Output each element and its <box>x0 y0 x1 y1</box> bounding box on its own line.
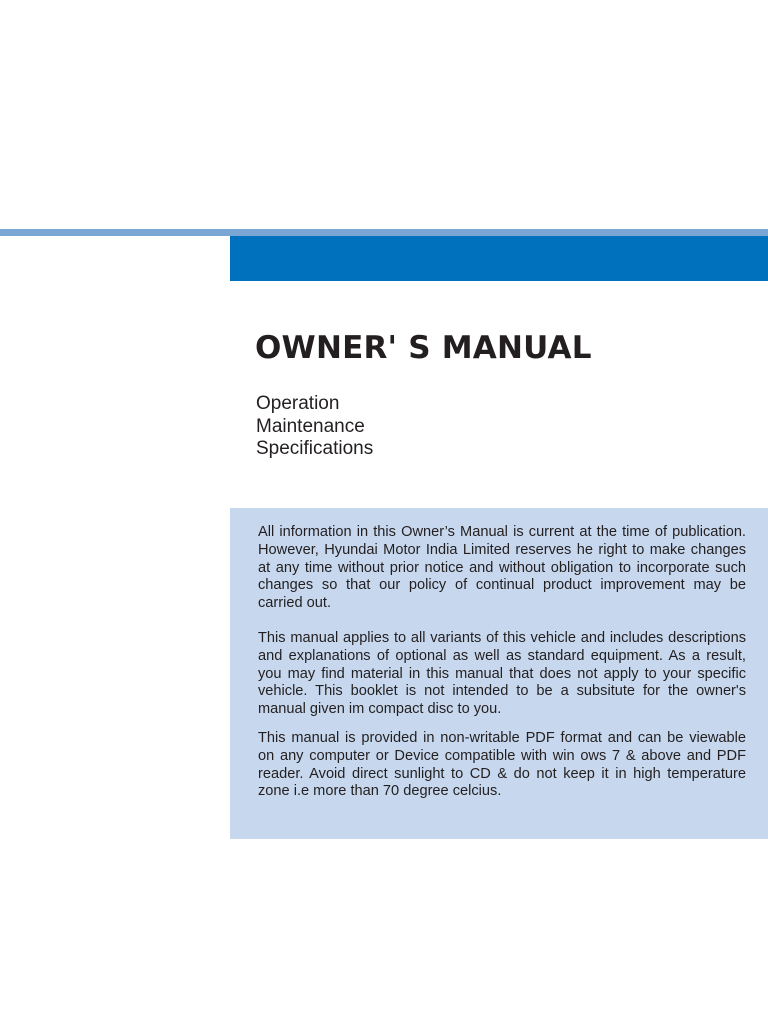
manual-title: OWNER' S MANUAL <box>255 330 592 366</box>
notice-box <box>230 508 768 839</box>
notice-paragraph-variants: This manual applies to all variants of this vehicle and includes descriptions and explanations of optional as well as standard equipment. As a result, you may find material in this manual that does not apply to your specific vehicle. This booklet is not intended to be a subsitute for the owner's manual given im compact disc to you. <box>258 629 746 718</box>
notice-paragraph-pdf-format: This manual is provided in non-writable PDF format and can be viewable on any computer or Device compatible with win ows 7 & above and PDF reader. Avoid direct sunlight to CD & do not keep it in high temperature zone i.e more than 70 degree celcius. <box>258 729 746 800</box>
subtitle-maintenance: Maintenance <box>256 415 365 437</box>
subtitle-list <box>256 393 373 461</box>
header-band <box>230 236 768 281</box>
subtitle-specifications: Specifications <box>256 438 374 459</box>
subtitle-operation: Operation <box>256 393 340 414</box>
notice-paragraph-currency: All information in this Owner’s Manual is current at the time of publication. However, Hyundai Motor India Limited reserves he right to make changes at any time without prior notice and without obligation to incorporate such changes so that our policy of continual product improvement may be carried out. <box>258 524 746 612</box>
accent-line <box>0 229 768 236</box>
